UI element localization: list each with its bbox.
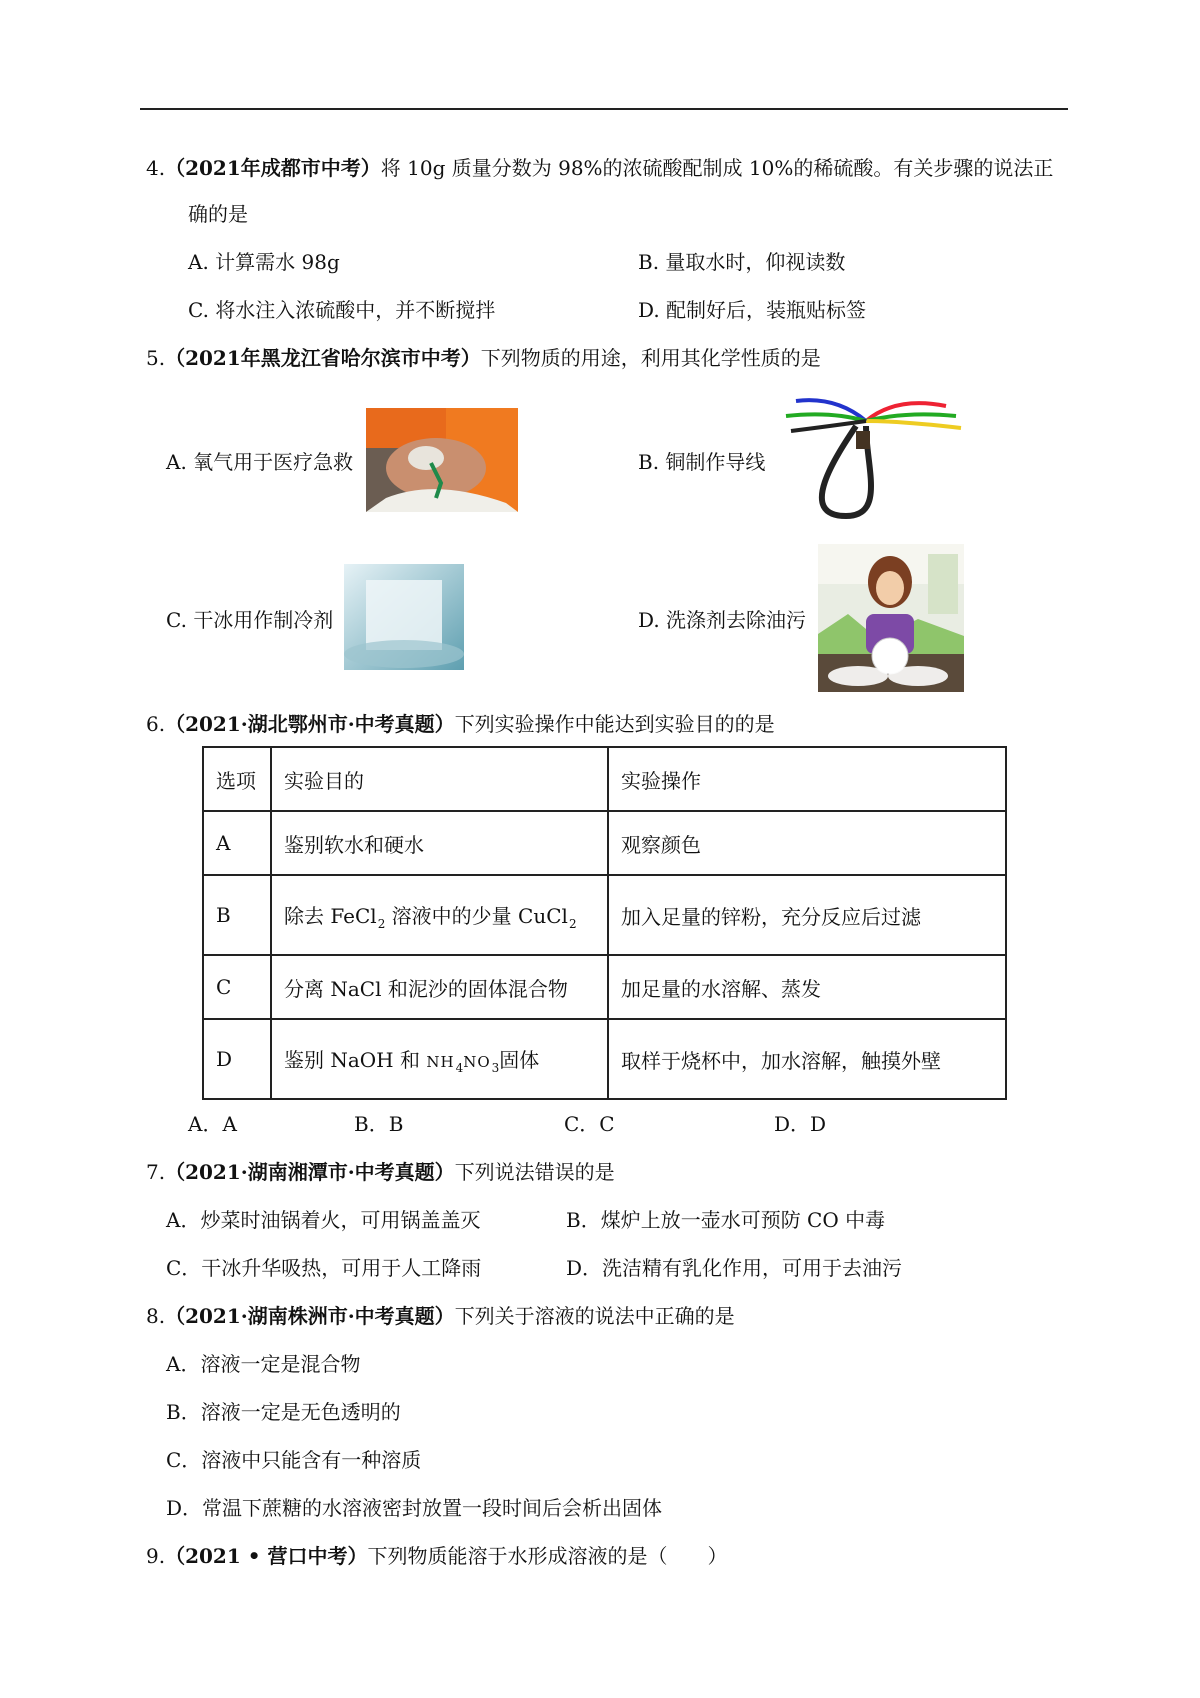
option-d: D．常温下蔗糖的水溶液密封放置一段时间后会析出固体 — [166, 1496, 663, 1520]
question-source: （2021·湖北鄂州市·中考真题） — [165, 712, 455, 736]
answer-option-c: C．C — [564, 1112, 615, 1136]
table-header-cell: 选项 — [203, 747, 271, 811]
question-source: （2021年黑龙江省哈尔滨市中考） — [165, 346, 481, 370]
option-a: A. 计算需水 98g — [188, 250, 340, 274]
table-cell: C — [203, 955, 271, 1019]
table-cell: 加入足量的锌粉，充分反应后过滤 — [608, 875, 1006, 955]
option-a: A．炒菜时油锅着火，可用锅盖盖灭 — [166, 1208, 481, 1232]
table-row — [203, 811, 1006, 875]
option-b: B．溶液一定是无色透明的 — [166, 1400, 401, 1424]
dry-ice-photo — [344, 564, 464, 670]
table-header-cell: 实验操作 — [608, 747, 1006, 811]
question-stem: 下列实验操作中能达到实验目的的是 — [454, 712, 775, 736]
question-source: （2021·湖南株洲市·中考真题） — [165, 1304, 455, 1328]
option-d: D. 配制好后，装瓶贴标签 — [638, 298, 867, 322]
table-cell: D — [203, 1019, 271, 1099]
copper-wires-photo — [776, 386, 984, 526]
table-row — [203, 955, 1006, 1019]
table-row — [203, 875, 1006, 955]
option-b: B．煤炉上放一壶水可预防 CO 中毒 — [566, 1208, 886, 1232]
table-cell: A — [203, 811, 271, 875]
question-source: （2021年成都市中考） — [165, 156, 381, 180]
option-d: D．洗洁精有乳化作用，可用于去油污 — [566, 1256, 903, 1280]
table-cell: 除去 FeCl$_2$ 溶液中的少量 CuCl$_2$ — [271, 875, 608, 955]
question-number: 6. — [146, 712, 166, 736]
question-5-line1 — [146, 344, 821, 372]
question-6-line1 — [146, 710, 775, 738]
dishwashing-woman-illustration — [818, 544, 964, 692]
table-cell: 观察颜色 — [608, 811, 1006, 875]
answer-option-a: A．A — [188, 1112, 237, 1136]
option-c: C．干冰升华吸热，可用于人工降雨 — [166, 1256, 482, 1280]
answer-option-b: B．B — [354, 1112, 404, 1136]
question-source: （2021 • 营口中考） — [165, 1544, 368, 1568]
question-number: 7. — [146, 1160, 166, 1184]
table-cell: 鉴别 NaOH 和 $NH_4NO_3$固体 — [271, 1019, 608, 1099]
question-8-line1 — [146, 1302, 735, 1330]
table-header-row — [203, 747, 1006, 811]
table-cell: 鉴别软水和硬水 — [271, 811, 608, 875]
table-cell: 取样于烧杯中，加水溶解，触摸外壁 — [608, 1019, 1006, 1099]
question-source: （2021·湖南湘潭市·中考真题） — [165, 1160, 455, 1184]
table-row — [203, 1019, 1006, 1099]
question-number: 4. — [146, 156, 166, 180]
table-cell: 加足量的水溶解、蒸发 — [608, 955, 1006, 1019]
option-c: C. 将水注入浓硫酸中，并不断搅拌 — [188, 298, 496, 322]
option-a: A．溶液一定是混合物 — [166, 1352, 361, 1376]
question-stem: 下列关于溶液的说法中正确的是 — [454, 1304, 735, 1328]
question-4-line1 — [146, 154, 1053, 182]
option-a: A. 氧气用于医疗急救 — [166, 450, 354, 474]
medical-oxygen-photo — [366, 408, 518, 512]
experiment-table — [202, 746, 1007, 1100]
question-stem: 下列物质能溶于水形成溶液的是（ ） — [367, 1544, 728, 1568]
option-b: B. 铜制作导线 — [638, 450, 766, 474]
question-7-line1 — [146, 1158, 615, 1186]
question-stem: 将 10g 质量分数为 98%的浓硫酸配制成 10%的稀硫酸。有关步骤的说法正 — [380, 156, 1054, 180]
header-rule — [140, 108, 1068, 110]
question-number: 5. — [146, 346, 166, 370]
option-c: C. 干冰用作制冷剂 — [166, 608, 334, 632]
option-c: C．溶液中只能含有一种溶质 — [166, 1448, 422, 1472]
question-number: 9. — [146, 1544, 166, 1568]
question-stem: 下列说法错误的是 — [454, 1160, 615, 1184]
question-number: 8. — [146, 1304, 166, 1328]
answer-option-d: D．D — [774, 1112, 827, 1136]
option-b: B. 量取水时，仰视读数 — [638, 250, 846, 274]
table-header-cell: 实验目的 — [271, 747, 608, 811]
table-cell: B — [203, 875, 271, 955]
option-d: D. 洗涤剂去除油污 — [638, 608, 807, 632]
question-9-line1 — [146, 1542, 727, 1570]
question-stem: 下列物质的用途，利用其化学性质的是 — [480, 346, 821, 370]
question-4-line2: 确的是 — [188, 202, 248, 226]
table-cell: 分离 NaCl 和泥沙的固体混合物 — [271, 955, 608, 1019]
